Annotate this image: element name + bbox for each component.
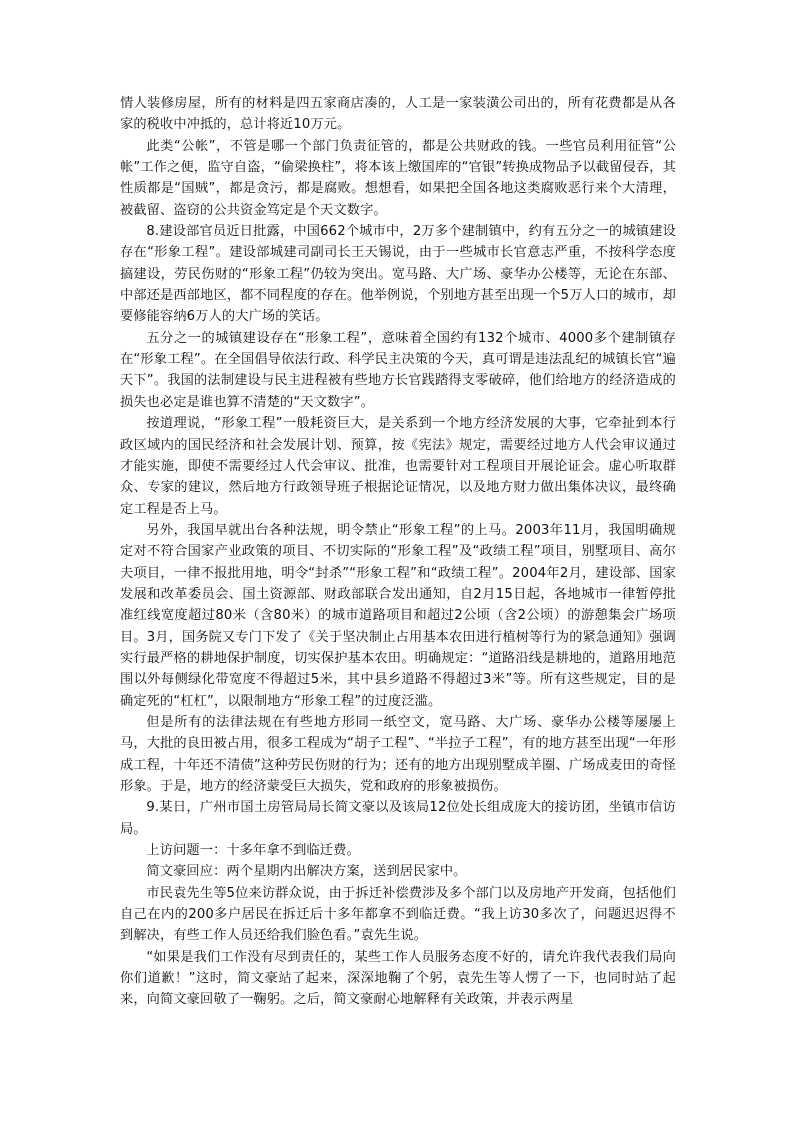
paragraph-laws-ignored: 但是所有的法律法规在有些地方形同一纸空文，宽马路、大广场、豪华办公楼等屡屡上马，大批的良田被占用，很多工程成为“胡子工程”、“半拉子工程”，有的地方甚至出现“一年形成工程，十年还不清债”这种劳民伤财的行为；还有的地方出现别墅成羊圈、广场成麦田的奇怪形象。于是，地方的经济蒙受巨大损失，党和政府的形象被损伤。 bbox=[120, 714, 676, 794]
paragraph-residents: 市民袁先生等5位来访群众说，由于拆迁补偿费涉及多个部门以及房地产开发商，包括他们自己在内的200多户居民在拆迁后十多年都拿不到临迁费。“我上访30多次了，问题迟迟得不到解决，有些工作人员还给我们脸色看。”袁先生说。 bbox=[120, 885, 676, 944]
paragraph-item-9: 9.某日，广州市国土房管局局长简文豪以及该局12位处长组成庞大的接访团，坐镇市信访局。 bbox=[120, 800, 676, 837]
paragraph-reasoning: 按道理说，“形象工程”一般耗资巨大，是关系到一个地方经济发展的大事，它牵扯到本行政区域内的国民经济和社会发展计划、预算，按《宪法》规定，需要经过地方人代会审议通过才能实施，即使不需要经过人代会审议、批准，也需要针对工程项目开展论证会。虚心听取群众、专家的建议，然后地方行政领导班子根据论证情况，以及地方财力做出集体决议，最终确定工程是否上马。 bbox=[120, 416, 676, 517]
paragraph-apology: “如果是我们工作没有尽到责任的，某些工作人员服务态度不好的，请允许我代表我们局向你们道歉！”这时，简文豪站了起来，深深地鞠了个躬，袁先生等人愣了一下，也同时站了起来，向简文豪回敬了一鞠躬。之后，简文豪耐心地解释有关政策，并表示两星 bbox=[120, 949, 676, 1008]
paragraph-response: 简文豪回应：两个星期内出解决方案，送到居民家中。 bbox=[146, 864, 467, 880]
paragraph-one-fifth: 五分之一的城镇建设存在“形象工程”，意味着全国约有132个城市、4000多个建制镇存在“形象工程”。在全国倡导依法行政、科学民主决策的今天，真可谓是违法乱纪的城镇长官“遍天下”。我国的法制建设与民主进程被有些地方长官践踏得支零破碎，他们给地方的经济造成的损失也必定是谁也算不清楚的“天文数字”。 bbox=[120, 330, 676, 410]
paragraph-item-8: 8.建设部官员近日批露，中国662个城市中，2万多个建制镇中，约有五分之一的城镇建设存在“形象工程”。建设部城建司副司长王天锡说，由于一些城市长官意志严重，不按科学态度搞建设，劳民伤财的“形象工程”仍较为突出。宽马路、大广场、豪华办公楼等，无论在东部、中部还是西部地区，都不同程度的存在。他举例说，个别地方甚至出现一个5万人口的城市，却要修能容纳6万人的大广场的笑话。 bbox=[120, 224, 676, 325]
paragraph-continued: 情人装修房屋，所有的材料是四五家商店凑的，人工是一家装潢公司出的，所有花费都是从各家的税收中冲抵的，总计将近10万元。 bbox=[120, 96, 676, 133]
paragraph-public-accounts: 此类“公帐”，不管是哪一个部门负责征管的，都是公共财政的钱。一些官员利用征管“公帐”工作之便，监守自盗，“偷梁换柱”，将本该上缴国库的“官银”转换成物品予以截留侵吞，其性质都是“国贼”，都是贪污，都是腐败。想想看，如果把全国各地这类腐败恶行来个大清理，被截留、盗窃的公共资金笃定是个天文数字。 bbox=[120, 138, 676, 218]
document-page bbox=[120, 93, 676, 1011]
paragraph-petition-issue: 上访问题一：十多年拿不到临迁费。 bbox=[146, 843, 360, 859]
paragraph-regulations: 另外，我国早就出台各种法规，明令禁止“形象工程”的上马。2003年11月，我国明确规定对不符合国家产业政策的项目、不切实际的“形象工程”及“政绩工程”项目，别墅项目、高尔夫项目，一律不报批用地，明令“封杀”“形象工程”和“政绩工程”。2004年2月，建设部、国家发展和改革委员会、国土资源部、财政部联合发出通知，自2月15日起，各地城市一律暂停批准红线宽度超过80米（含80米）的城市道路项目和超过2公顷（含2公顷）的游憩集会广场项目。3月，国务院又专门下发了《关于坚决制止占用基本农田进行植树等行为的紧急通知》强调实行最严格的耕地保护制度，切实保护基本农田。明确规定：“道路沿线是耕地的，道路用地范围以外每侧绿化带宽度不得超过5米，其中县乡道路不得超过3米”等。所有这些规定，目的是确定死的“杠杠”，以限制地方“形象工程”的过度泛滥。 bbox=[120, 522, 676, 709]
